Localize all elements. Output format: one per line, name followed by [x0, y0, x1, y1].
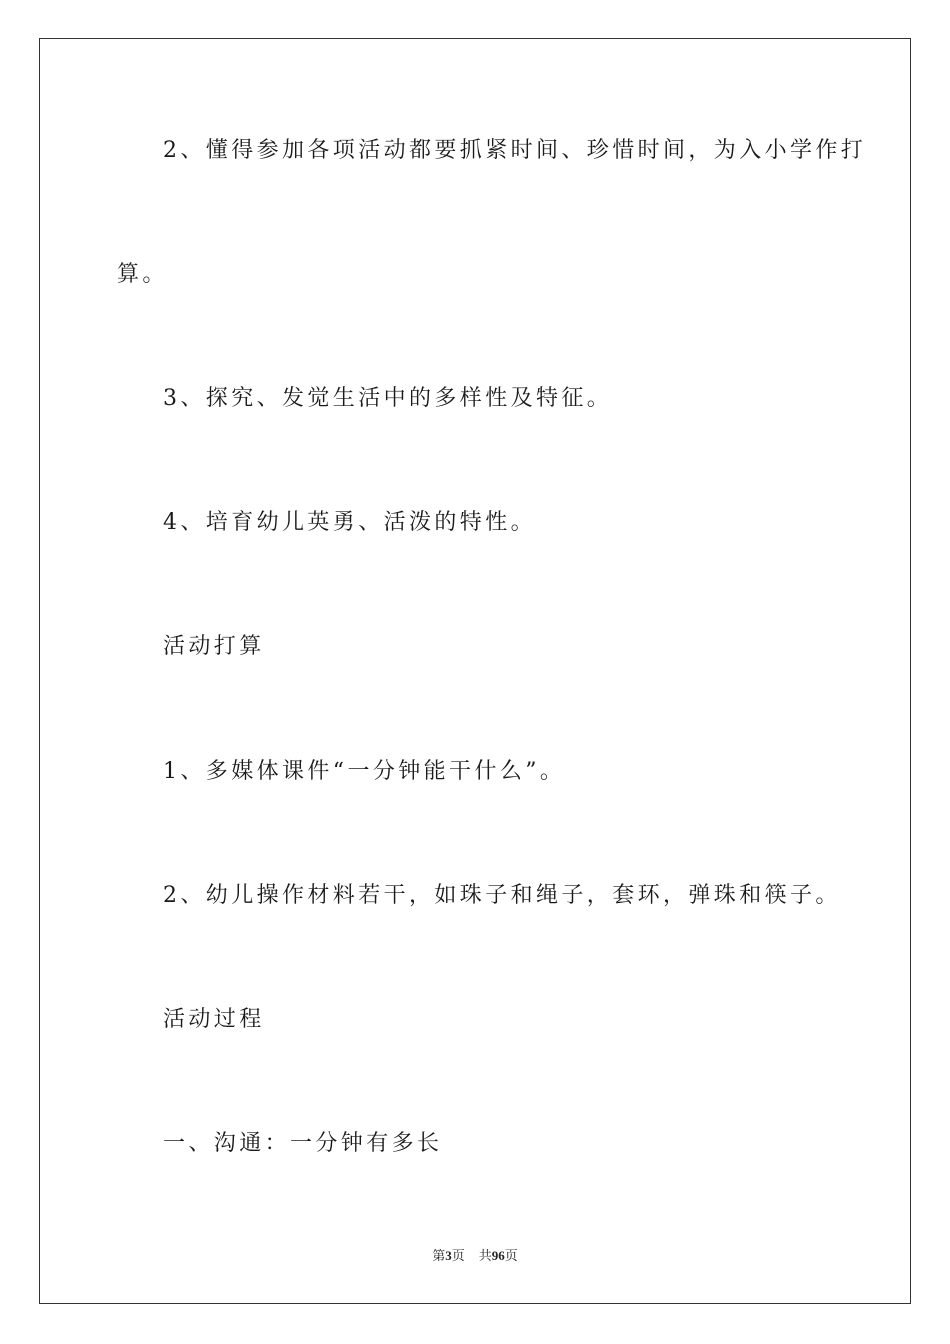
paragraph-line: 2、幼儿操作材料若干，如珠子和绳子，套环，弹珠和筷子。 — [163, 883, 841, 908]
page-number: 3 — [445, 1248, 452, 1263]
paragraph-line: 2、懂得参加各项活动都要抓紧时间、珍惜时间，为入小学作打 — [163, 138, 867, 163]
total-suffix: 页 — [504, 1248, 518, 1263]
paragraph-line: 算。 — [117, 262, 168, 287]
paragraph-line: 3、探究、发觉生活中的多样性及特征。 — [163, 386, 613, 411]
page-prefix: 第 — [432, 1248, 446, 1263]
paragraph-line: 一、沟通：一分钟有多长 — [163, 1131, 443, 1156]
total-pages: 96 — [491, 1248, 505, 1263]
paragraph-line: 4、培育幼儿英勇、活泼的特性。 — [163, 510, 536, 535]
section-heading: 活动打算 — [163, 634, 265, 659]
page-footer — [0, 1247, 950, 1265]
section-heading: 活动过程 — [163, 1007, 265, 1032]
page-suffix: 页 — [451, 1248, 465, 1263]
total-prefix: 共 — [478, 1248, 492, 1263]
page-border — [39, 38, 911, 1304]
paragraph-line: 1、多媒体课件“一分钟能干什么”。 — [163, 759, 566, 784]
